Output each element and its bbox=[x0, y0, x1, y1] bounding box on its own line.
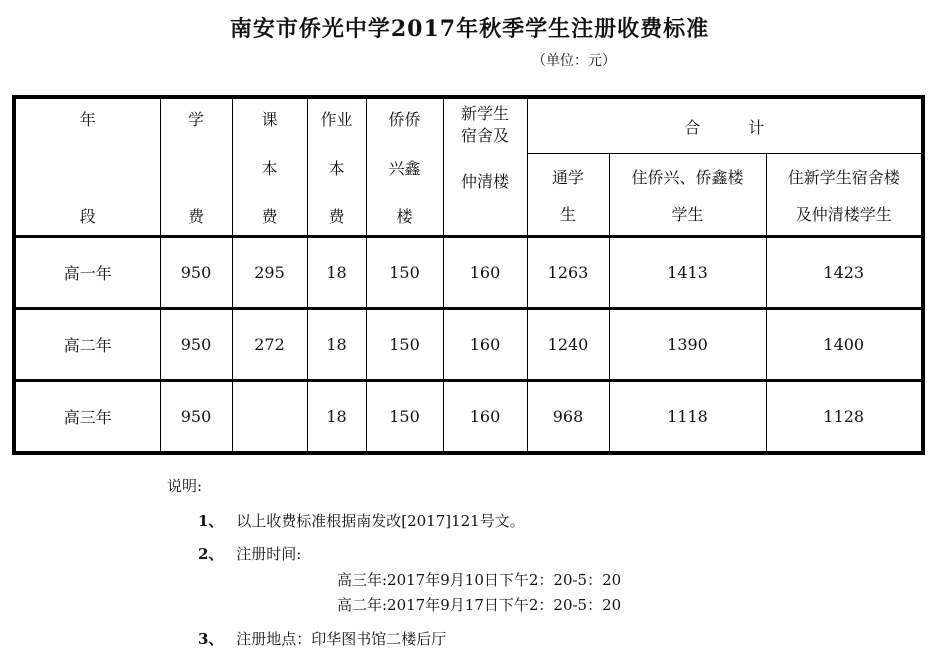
header-qiao-dorm bbox=[366, 97, 443, 237]
table-row bbox=[14, 309, 923, 381]
header-textbook bbox=[232, 97, 307, 237]
header-homework bbox=[307, 97, 366, 237]
cell-tuition: 950 bbox=[160, 381, 232, 454]
cell-grade: 高一年 bbox=[14, 237, 160, 309]
cell-total-qiao: 1413 bbox=[609, 237, 766, 309]
cell-homework: 18 bbox=[307, 237, 366, 309]
header-text: 楼 bbox=[396, 207, 413, 226]
note-text: 注册时间: bbox=[236, 545, 302, 563]
header-tuition bbox=[160, 97, 232, 237]
schedule-line: 高二年:2017年9月17日下午2：20-5：20 bbox=[337, 596, 622, 614]
header-text: 学 bbox=[187, 110, 204, 129]
note-number: 2、 bbox=[198, 545, 224, 563]
cell-total-qiao: 1390 bbox=[609, 309, 766, 381]
cell-total-day: 1263 bbox=[527, 237, 609, 309]
note-text: 以上收费标准根据南发改[2017]121号文。 bbox=[236, 512, 525, 530]
note-item bbox=[198, 543, 301, 564]
cell-qiao-dorm: 150 bbox=[366, 309, 443, 381]
cell-textbook: 295 bbox=[232, 237, 307, 309]
header-text: 兴鑫 bbox=[388, 158, 421, 178]
cell-grade: 高三年 bbox=[14, 381, 160, 454]
header-total-qiao bbox=[609, 154, 766, 237]
header-text: 住侨兴、侨鑫楼 bbox=[631, 167, 744, 187]
header-text: 新学生 bbox=[460, 104, 509, 123]
fee-table bbox=[12, 95, 925, 455]
cell-total-day: 968 bbox=[527, 381, 609, 454]
cell-total-new: 1400 bbox=[766, 309, 923, 381]
header-text: 侨侨 bbox=[388, 110, 421, 129]
cell-textbook bbox=[232, 381, 307, 454]
cell-new-dorm: 160 bbox=[443, 381, 527, 454]
header-text: 费 bbox=[187, 207, 204, 226]
header-new-dorm bbox=[443, 97, 527, 237]
schedule-line: 高三年:2017年9月10日下午2：20-5：20 bbox=[337, 571, 622, 589]
cell-qiao-dorm: 150 bbox=[366, 237, 443, 309]
document-title: 南安市侨光中学2017年秋季学生注册收费标准 bbox=[229, 16, 710, 42]
notes-heading: 说明: bbox=[167, 477, 203, 495]
cell-total-day: 1240 bbox=[527, 309, 609, 381]
header-text: 住新学生宿舍楼 bbox=[787, 167, 900, 187]
header-text: 本 bbox=[328, 158, 345, 178]
header-total: 合 计 bbox=[527, 97, 923, 154]
header-text: 通学 bbox=[551, 167, 584, 187]
table-row bbox=[14, 381, 923, 454]
header-text: 及仲清楼学生 bbox=[795, 204, 892, 224]
cell-homework: 18 bbox=[307, 381, 366, 454]
header-text: 费 bbox=[328, 207, 345, 226]
note-item bbox=[198, 628, 446, 649]
cell-total-qiao: 1118 bbox=[609, 381, 766, 454]
header-total-new bbox=[766, 154, 923, 237]
cell-total-new: 1128 bbox=[766, 381, 923, 454]
header-text: 作业 bbox=[320, 110, 353, 129]
cell-tuition: 950 bbox=[160, 237, 232, 309]
header-grade bbox=[14, 97, 160, 237]
unit-label: （单位：元） bbox=[532, 53, 616, 69]
cell-total-new: 1423 bbox=[766, 237, 923, 309]
cell-textbook: 272 bbox=[232, 309, 307, 381]
header-text: 段 bbox=[79, 207, 96, 226]
header-text: 学生 bbox=[671, 204, 704, 224]
cell-new-dorm: 160 bbox=[443, 237, 527, 309]
note-number: 1、 bbox=[198, 512, 224, 530]
cell-grade: 高二年 bbox=[14, 309, 160, 381]
header-text: 年 bbox=[79, 110, 96, 129]
header-total-day bbox=[527, 154, 609, 237]
cell-new-dorm: 160 bbox=[443, 309, 527, 381]
header-text: 课 bbox=[261, 110, 278, 129]
header-text: 仲清楼 bbox=[460, 172, 509, 191]
note-number: 3、 bbox=[198, 630, 224, 648]
note-text: 注册地点：印华图书馆二楼后厅 bbox=[236, 630, 447, 648]
header-text: 本 bbox=[261, 158, 278, 178]
header-text: 宿舍及 bbox=[460, 126, 509, 145]
table-row bbox=[14, 237, 923, 309]
cell-homework: 18 bbox=[307, 309, 366, 381]
header-text: 生 bbox=[559, 204, 576, 224]
cell-tuition: 950 bbox=[160, 309, 232, 381]
header-text: 费 bbox=[261, 207, 278, 226]
note-item bbox=[198, 510, 525, 531]
cell-qiao-dorm: 150 bbox=[366, 381, 443, 454]
